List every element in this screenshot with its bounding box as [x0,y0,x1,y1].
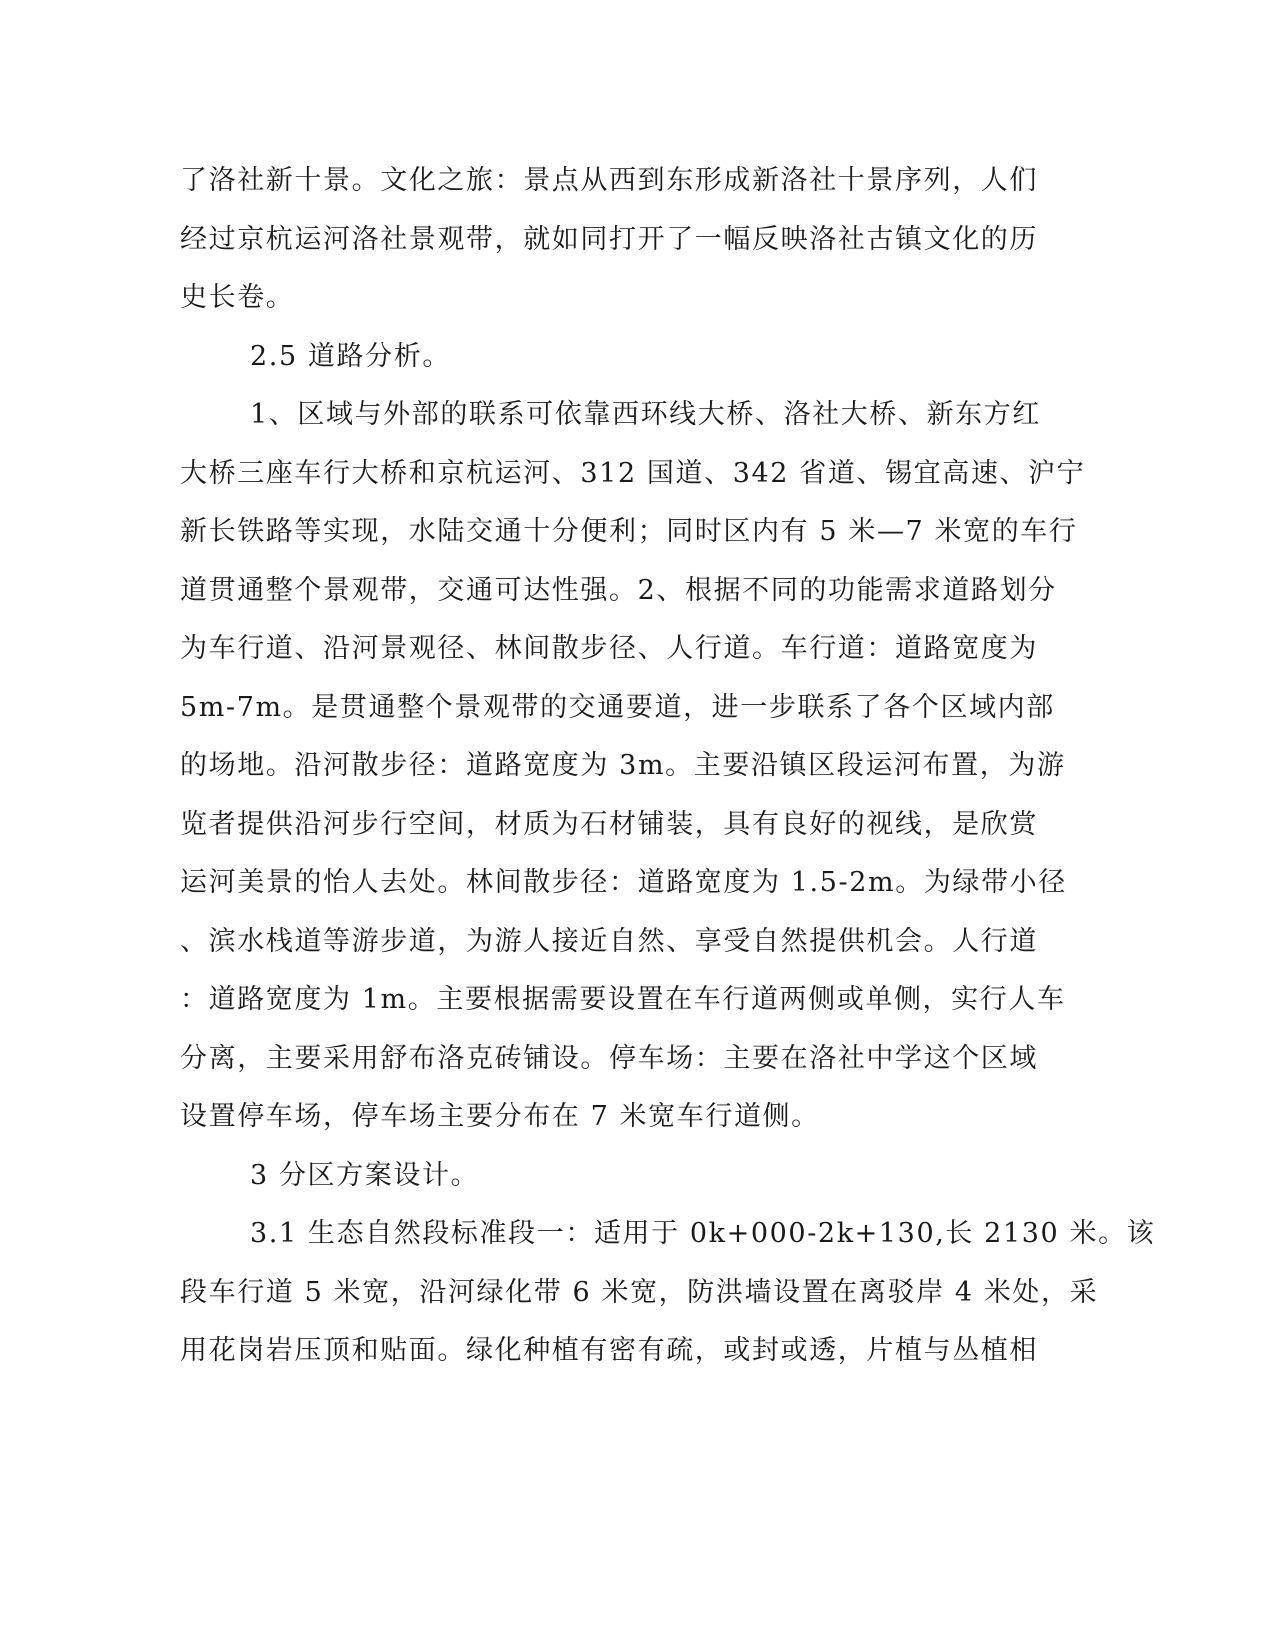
text-line-16: 分离，主要采用舒布洛克砖铺设。停车场：主要在洛社中学这个区域 [180,1042,1038,1074]
text-line-20: 段车行道 5 米宽，沿河绿化带 6 米宽，防洪墙设置在离驳岸 4 米处，采 [180,1276,1099,1308]
text-line-3: 史长卷。 [180,282,295,313]
text-line-6: 大桥三座车行大桥和京杭运河、312 国道、342 省道、锡宜高速、沪宁 [180,457,1086,489]
text-line-9: 为车行道、沿河景观径、林间散步径、人行道。车行道：道路宽度为 [180,633,1038,664]
text-line-10: 5m-7m。是贯通整个景观带的交通要道，进一步联系了各个区域内部 [180,691,1055,723]
text-line-13: 运河美景的怡人去处。林间散步径：道路宽度为 1.5-2m。为绿带小径 [180,867,1067,898]
text-line-21: 用花岗岩压顶和贴面。绿化种植有密有疏，或封或透，片植与丛植相 [180,1335,1038,1366]
text-line-7: 新长铁路等实现，水陆交通十分便利；同时区内有 5 米—7 米宽的车行 [180,516,1078,547]
section-heading-2-5: 2.5 道路分析。 [250,340,451,372]
text-line-11: 的场地。沿河散步径：道路宽度为 3m。主要沿镇区段运河布置，为游 [180,750,1066,781]
text-line-1: 了洛社新十景。文化之旅：景点从西到东形成新洛社十景序列，人们 [180,165,1038,196]
text-line-19: 3.1 生态自然段标准段一：适用于 0k+000-2k+130,长 2130 米。该 [250,1218,1156,1249]
text-line-17: 设置停车场，停车场主要分布在 7 米宽车行道侧。 [180,1101,820,1132]
text-line-12: 览者提供沿河步行空间，材质为石材铺装，具有良好的视线，是欣赏 [180,808,1038,840]
section-heading-3: 3 分区方案设计。 [250,1159,480,1191]
text-line-5: 1、区域与外部的联系可依靠西环线大桥、洛社大桥、新东方红 [250,399,1041,430]
text-line-15: ：道路宽度为 1m。主要根据需要设置在车行道两侧或单侧，实行人车 [180,984,1066,1015]
text-line-8: 道贯通整个景观带，交通可达性强。2、根据不同的功能需求道路划分 [180,574,1057,606]
text-line-14: 、滨水栈道等游步道，为游人接近自然、享受自然提供机会。人行道 [180,925,1038,957]
text-line-2: 经过京杭运河洛社景观带，就如同打开了一幅反映洛社古镇文化的历 [180,223,1038,255]
document-page [180,152,1156,1381]
